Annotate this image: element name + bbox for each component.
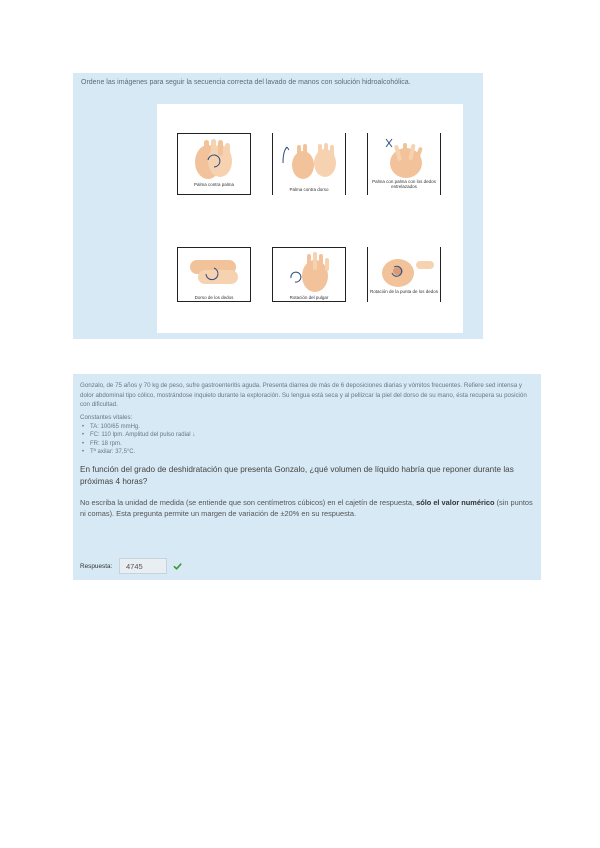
list-item: • TA: 100/65 mmHg. <box>80 423 534 432</box>
step-card-fingers-interlaced[interactable] <box>367 133 441 195</box>
hand-washing-image <box>157 104 463 333</box>
step-card-fingertips-rotation[interactable] <box>367 247 441 302</box>
question-body <box>80 381 534 519</box>
instruction-emphasis: sólo el valor numérico <box>416 497 495 507</box>
step-label: Palma contra palma <box>193 182 235 187</box>
step-card-backs-of-fingers[interactable] <box>177 247 251 302</box>
step-card-palm-to-palm[interactable] <box>177 133 251 195</box>
question-text: Ordene las imágenes para seguir la secuencia correcta del lavado de manos con solución hidroalcohólica. <box>81 79 411 86</box>
instruction-text: (sin puntos ni comas). Esta pregunta permite un margen de variación de ±20% en su respuesta. <box>80 497 533 518</box>
answer-instructions <box>80 497 534 519</box>
step-label: Dorso de los dedos <box>194 295 234 300</box>
list-item: • FR: 18 rpm. <box>80 440 534 449</box>
case-description: Gonzalo, de 75 años y 70 kg de peso, sufre gastroenteritis aguda. Presenta diarrea de más de 6 deposiciones diarias y vómitos frecuentes. Refiere sed intensa y dolor abdominal tipo cólico, mostrándose inquieto durante la exploración. Su lengua está seca y al pellizcar la piel del dorso de su mano, ésta recupera su posición con dificultad. <box>80 382 527 408</box>
check-icon <box>173 562 182 571</box>
question-card-dehydration <box>73 374 541 580</box>
step-card-thumb-rotation[interactable] <box>272 247 346 302</box>
question-text: En función del grado de deshidratación que presenta Gonzalo, ¿qué volumen de líquido habría que reponer durante las próximas 4 horas? <box>80 464 514 486</box>
answer-input[interactable] <box>119 558 167 574</box>
step-label: Rotación del pulgar <box>289 295 329 300</box>
instruction-text: No escriba la unidad de medida (se entiende que son centímetros cúbicos) en el cajetín de respuesta, <box>80 497 417 507</box>
list-item: • FC: 110 lpm. Amplitud del pulso radial ↓ <box>80 431 534 440</box>
thumb-rotation-icon <box>273 248 346 302</box>
vitals-list <box>80 423 534 457</box>
answer-label: Respuesta: <box>80 562 113 570</box>
vitals-title: Constantes vitales: <box>80 413 133 421</box>
answer-row <box>80 558 182 574</box>
hands-backs-of-fingers-icon <box>178 248 251 302</box>
step-label: Rotación de la punta de los dedos <box>369 289 439 294</box>
hands-palm-over-back-icon <box>273 133 346 195</box>
question-card-hand-washing <box>73 73 483 339</box>
step-label: Palma contra dorso <box>289 187 329 192</box>
step-card-palm-over-back[interactable] <box>272 133 346 195</box>
list-item: • Tª axilar: 37,5°C. <box>80 448 534 457</box>
step-label: Palma con palma con los dedos entrelazados <box>372 179 436 189</box>
